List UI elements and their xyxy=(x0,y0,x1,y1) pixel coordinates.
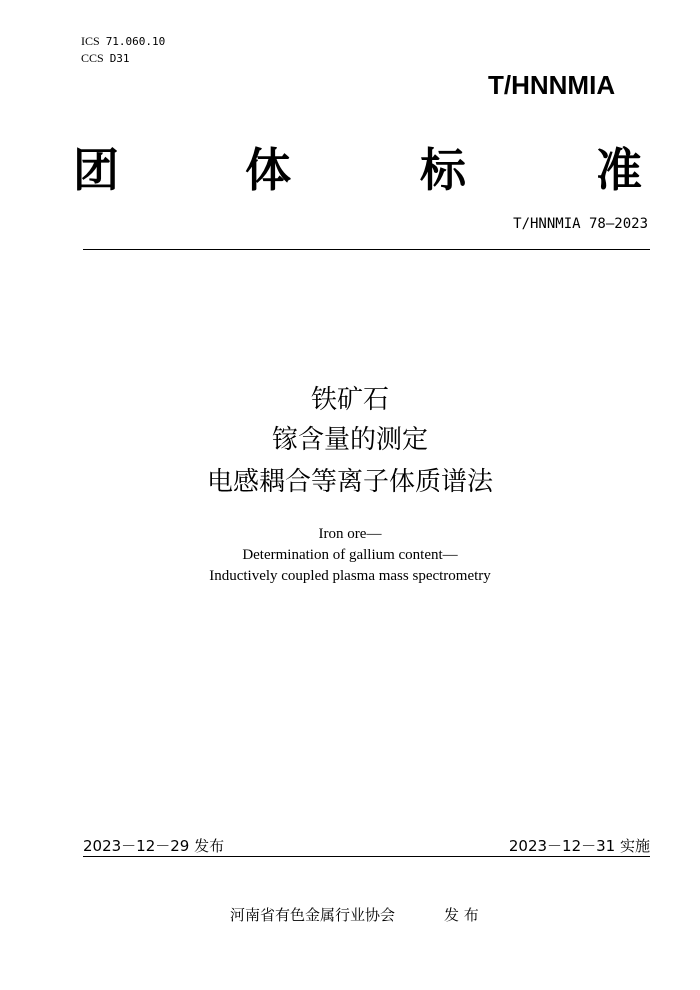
title-cn-line-3: 电感耦合等离子体质谱法 xyxy=(206,467,493,497)
publisher-name: 河南省有色金属行业协会 xyxy=(230,906,396,924)
ccs-label: CCS xyxy=(81,51,104,65)
ccs-line xyxy=(81,51,130,66)
footer-divider xyxy=(83,856,650,857)
doc-type-char-2: 体 xyxy=(245,143,291,197)
publisher-action: 发 布 xyxy=(444,906,479,924)
title-cn-line-1: 铁矿石 xyxy=(310,385,389,415)
header-divider xyxy=(83,249,650,250)
doc-type-char-3: 标 xyxy=(420,143,466,197)
standard-number: T/HNNMIA 78—2023 xyxy=(513,216,648,232)
title-en-line-1: Iron ore— xyxy=(318,526,382,542)
doc-type-char-1: 团 xyxy=(73,143,119,197)
title-cn-line-2: 镓含量的测定 xyxy=(271,425,428,455)
doc-type-char-4: 准 xyxy=(596,143,642,197)
organization-code: T/HNNMIA xyxy=(488,70,616,100)
issue-date: 2023－12－29 发布 xyxy=(83,837,225,855)
title-en-line-3: Inductively coupled plasma mass spectrometry xyxy=(209,568,491,584)
ccs-value: D31 xyxy=(109,52,130,65)
title-en-line-2: Determination of gallium content— xyxy=(242,547,458,563)
ics-value: 71.060.10 xyxy=(105,35,166,48)
ics-line xyxy=(81,34,165,49)
implementation-date: 2023－12－31 实施 xyxy=(508,837,650,855)
ics-label: ICS xyxy=(81,34,100,48)
